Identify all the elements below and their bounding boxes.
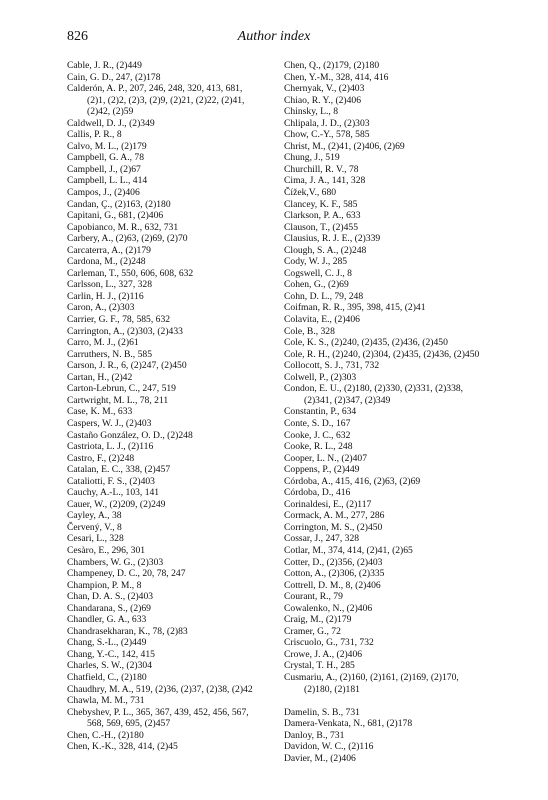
index-entry <box>67 522 307 534</box>
index-entry-line: Damera-Venkata, N., 681, (2)178 <box>284 718 413 730</box>
index-entry <box>284 499 524 511</box>
index-entry-line: Churchill, R. V., 78 <box>284 163 359 175</box>
index-entry-line: Capobianco, M. R., 632, 731 <box>67 221 179 233</box>
index-entry <box>284 199 524 211</box>
index-entry-line: Candan, Ç., (2)163, (2)180 <box>67 198 171 210</box>
index-entry <box>284 349 524 361</box>
index-entry <box>284 522 524 534</box>
index-entry <box>284 660 524 672</box>
index-entry-line: Chow, C.-Y., 578, 585 <box>284 129 370 141</box>
index-entry <box>67 545 307 557</box>
index-entry <box>284 72 524 84</box>
index-entry <box>284 337 524 349</box>
index-entry-line: Cooke, R. L., 248 <box>284 441 353 453</box>
index-entry-line: Chambers, W. G., (2)303 <box>67 556 164 568</box>
index-entry <box>67 141 307 153</box>
index-entry <box>284 129 524 141</box>
index-entry-line: Champeney, D. C., 20, 78, 247 <box>67 568 186 580</box>
index-entry-line: Chang, S.-L., (2)449 <box>67 637 147 649</box>
index-entry-line: Cesàro, E., 296, 301 <box>67 544 146 556</box>
index-entry <box>67 291 307 303</box>
index-entry <box>67 637 307 649</box>
index-entry-line: Caspers, W. J., (2)403 <box>67 417 152 429</box>
index-entry <box>67 741 307 753</box>
index-entry <box>67 707 307 730</box>
index-entry <box>284 164 524 176</box>
index-entry-line: Carbery, A., (2)63, (2)69, (2)70 <box>67 233 188 245</box>
index-entry <box>67 660 307 672</box>
index-entry-line: Chen, K.-K., 328, 414, (2)45 <box>67 741 178 753</box>
index-entry <box>284 175 524 187</box>
index-entry <box>67 499 307 511</box>
index-entry-line: Carlsson, L., 327, 328 <box>67 279 153 291</box>
index-entry-line: Coifman, R. R., 395, 398, 415, (2)41 <box>284 302 426 314</box>
index-entry-line: Cohn, D. L., 79, 248 <box>284 290 364 302</box>
index-entry-line: Carleman, T., 550, 606, 608, 632 <box>67 267 194 279</box>
index-entry-line: Clancey, K. F., 585 <box>284 198 358 210</box>
index-entry <box>284 707 524 719</box>
index-entry-line: Clough, S. A., (2)248 <box>284 244 367 256</box>
index-entry-line: Case, K. M., 633 <box>67 406 133 418</box>
index-entry-line: Carrington, A., (2)303, (2)433 <box>67 325 183 337</box>
index-entry <box>284 418 524 430</box>
index-entry-line: Chaudhry, M. A., 519, (2)36, (2)37, (2)38, (2)42 <box>67 683 253 695</box>
index-entry <box>67 684 307 696</box>
index-entry <box>67 614 307 626</box>
right-index-column <box>284 60 524 764</box>
index-entry <box>284 672 524 695</box>
index-entry <box>284 533 524 545</box>
index-entry-line: Chandler, G. A., 633 <box>67 614 147 626</box>
index-entry-line: Chung, J., 519 <box>284 152 340 164</box>
index-entry-line: Cottrell, D. M., 8, (2)406 <box>284 579 381 591</box>
index-entry-line: Calvo, M. L., (2)179 <box>67 140 147 152</box>
index-entry <box>284 233 524 245</box>
index-entry <box>67 406 307 418</box>
index-entry-line: Cooper, L. N., (2)407 <box>284 452 368 464</box>
index-entry <box>67 603 307 615</box>
index-entry <box>67 580 307 592</box>
index-entry-line: Corrington, M. S., (2)450 <box>284 521 383 533</box>
index-entry <box>284 326 524 338</box>
index-entry-line: Chan, D. A. S., (2)403 <box>67 591 154 603</box>
index-entry-line: Carton-Lebrun, C., 247, 519 <box>67 383 176 395</box>
index-entry <box>284 360 524 372</box>
index-entry-line: Colavita, E., (2)406 <box>284 314 360 326</box>
index-entry-line: Cole, B., 328 <box>284 325 335 337</box>
index-entry-line: Coppens, P., (2)449 <box>284 464 360 476</box>
index-entry-line: Clarkson, P. A., 633 <box>284 210 361 222</box>
index-entry-line: Campbell, J., (2)67 <box>67 163 141 175</box>
index-entry-line: Chen, Y.-M., 328, 414, 416 <box>284 71 389 83</box>
index-entry <box>67 72 307 84</box>
index-entry <box>67 256 307 268</box>
index-entry-line: Cataliotti, F. S., (2)403 <box>67 475 155 487</box>
index-entry-line: Catalan, E. C., 338, (2)457 <box>67 464 171 476</box>
index-entry <box>284 187 524 199</box>
index-entry-line: Chiao, R. Y., (2)406 <box>284 94 362 106</box>
index-entry-line: Cole, K. S., (2)240, (2)435, (2)436, (2)450 <box>284 337 448 349</box>
index-entry <box>284 510 524 522</box>
index-entry-line: Cauchy, A.-L., 103, 141 <box>67 487 160 499</box>
index-entry-line: Callis, P. R., 8 <box>67 129 122 141</box>
index-entry-line: Chatfield, C., (2)180 <box>67 671 147 683</box>
index-entry <box>67 695 307 707</box>
index-entry-line: Córdoba, D., 416 <box>284 487 351 499</box>
index-entry <box>67 487 307 499</box>
index-entry <box>67 533 307 545</box>
index-entry-line: Carlin, H. J., (2)116 <box>67 290 144 302</box>
index-entry <box>284 152 524 164</box>
index-entry-continuation: (2)42, (2)59 <box>87 106 134 118</box>
index-entry <box>284 464 524 476</box>
index-entry <box>284 268 524 280</box>
index-entry-line: Carro, M. J., (2)61 <box>67 337 139 349</box>
index-entry-line: Courant, R., 79 <box>284 591 343 603</box>
index-entry-line: Cowalenko, N., (2)406 <box>284 602 373 614</box>
index-entry <box>284 649 524 661</box>
index-entry-line: Chinsky, L., 8 <box>284 106 339 118</box>
index-entry-continuation: (2)1, (2)2, (2)3, (2)9, (2)21, (2)22, (2)41, <box>87 94 245 106</box>
index-entry-line: Craig, M., (2)179 <box>284 614 352 626</box>
index-entry-line: Chernyak, V., (2)403 <box>284 83 365 95</box>
index-entry-line: Chlipala, J. D., (2)303 <box>284 117 370 129</box>
index-entry-line: Chen, Q., (2)179, (2)180 <box>284 60 380 71</box>
index-entry-continuation: (2)341, (2)347, (2)349 <box>304 394 391 406</box>
index-entry <box>67 349 307 361</box>
index-entry-line: Cardona, M., (2)248 <box>67 256 146 268</box>
index-entry <box>284 83 524 95</box>
index-entry-line: Crystal, T. H., 285 <box>284 660 355 672</box>
index-entry <box>67 60 307 72</box>
index-entry <box>67 129 307 141</box>
index-entry <box>67 175 307 187</box>
index-entry-line: Cole, R. H., (2)240, (2)304, (2)435, (2)436, (2)450 <box>284 348 480 360</box>
index-entry <box>284 487 524 499</box>
index-entry-line: Capitani, G., 681, (2)406 <box>67 210 164 222</box>
index-entry <box>67 430 307 442</box>
index-entry-line: Conte, S. D., 167 <box>284 417 351 429</box>
index-entry <box>67 453 307 465</box>
index-entry <box>284 406 524 418</box>
index-entry <box>284 568 524 580</box>
index-entry-line: Cartan, H., (2)42 <box>67 371 133 383</box>
index-entry-line: Caldwell, D. J., (2)349 <box>67 117 155 129</box>
index-entry <box>67 464 307 476</box>
index-entry-line: Cogswell, C. J., 8 <box>284 267 352 279</box>
index-entry <box>67 302 307 314</box>
index-entry <box>284 314 524 326</box>
index-entry-line: Calderón, A. P., 207, 246, 248, 320, 413, 681, <box>67 83 243 95</box>
index-entry-line: Condon, E. U., (2)180, (2)330, (2)331, (2)338, <box>284 383 464 395</box>
index-entry <box>284 453 524 465</box>
index-entry-line: Crowe, J. A., (2)406 <box>284 648 363 660</box>
index-entry <box>67 118 307 130</box>
index-entry <box>284 210 524 222</box>
index-entry-line: Davidon, W. C., (2)116 <box>284 741 374 753</box>
index-entry <box>67 730 307 742</box>
index-entry-line: Champion, P. M., 8 <box>67 579 142 591</box>
index-entry <box>67 672 307 684</box>
page-header-title: Author index <box>237 29 311 44</box>
index-entry-line: Cable, J. R., (2)449 <box>67 60 142 71</box>
index-entry <box>67 557 307 569</box>
index-entry-line: Campbell, G. A., 78 <box>67 152 145 164</box>
index-entry-line: Cauer, W., (2)209, (2)249 <box>67 498 166 510</box>
index-entry <box>284 591 524 603</box>
index-entry-line: Chebyshev, P. L., 365, 367, 439, 452, 456, 567, <box>67 706 249 718</box>
index-entry-continuation: (2)180, (2)181 <box>304 683 360 695</box>
index-entry-line: Davier, M., (2)406 <box>284 752 356 764</box>
index-entry-line: Cooke, J. C., 632 <box>284 429 351 441</box>
index-entry <box>284 222 524 234</box>
index-entry-line: Castaño González, O. D., (2)248 <box>67 429 193 441</box>
index-entry <box>67 326 307 338</box>
index-entry <box>284 580 524 592</box>
index-entry-line: Collocott, S. J., 731, 732 <box>284 360 380 372</box>
index-entry-line: Carruthers, N. B., 585 <box>67 348 152 360</box>
index-entry <box>67 372 307 384</box>
index-entry <box>284 141 524 153</box>
index-entry <box>284 291 524 303</box>
index-entry <box>67 395 307 407</box>
index-entry-line: Castro, F., (2)248 <box>67 452 135 464</box>
index-entry-line: Cartwright, M. L., 78, 211 <box>67 394 169 406</box>
index-entry <box>284 383 524 406</box>
index-entry <box>284 118 524 130</box>
index-entry <box>67 441 307 453</box>
index-entry-continuation: 568, 569, 695, (2)457 <box>87 718 171 730</box>
index-entry <box>67 510 307 522</box>
index-entry <box>284 741 524 753</box>
index-entry <box>67 568 307 580</box>
index-entry-line: Caron, A., (2)303 <box>67 302 135 314</box>
index-entry-line: Colwell, P., (2)303 <box>284 371 357 383</box>
index-entry-line: Cody, W. J., 285 <box>284 256 348 268</box>
index-entry <box>284 441 524 453</box>
index-entry <box>67 360 307 372</box>
index-entry-line: Chandrasekharan, K., 78, (2)83 <box>67 625 188 637</box>
index-entry <box>284 476 524 488</box>
index-entry <box>284 279 524 291</box>
index-entry-line: Danloy, B., 731 <box>284 729 345 741</box>
index-entry <box>284 60 524 72</box>
index-entry-line: Cotton, A., (2)306, (2)335 <box>284 568 385 580</box>
index-entry-line: Campos, J., (2)406 <box>67 187 140 199</box>
index-entry-line: Cormack, A. M., 277, 286 <box>284 510 385 522</box>
index-entry-line: Cotlar, M., 374, 414, (2)41, (2)65 <box>284 544 413 556</box>
index-entry <box>67 210 307 222</box>
index-entry <box>284 372 524 384</box>
index-entry <box>67 222 307 234</box>
index-entry <box>284 545 524 557</box>
index-entry <box>67 418 307 430</box>
index-entry-line: Carcaterra, A., (2)179 <box>67 244 151 256</box>
index-entry <box>284 245 524 257</box>
index-entry <box>67 649 307 661</box>
index-entry-line: Campbell, L. L., 414 <box>67 175 148 187</box>
index-entry <box>284 718 524 730</box>
index-entry-line: Cayley, A., 38 <box>67 510 122 522</box>
index-entry-line: Cesari, L., 328 <box>67 533 124 545</box>
index-entry-line: Charles, S. W., (2)304 <box>67 660 153 672</box>
index-entry-line: Čížek,V., 680 <box>284 187 337 199</box>
index-entry-line: Cossar, J., 247, 328 <box>284 533 360 545</box>
index-entry <box>67 152 307 164</box>
index-entry <box>67 591 307 603</box>
index-entry <box>67 383 307 395</box>
index-entry <box>284 557 524 569</box>
index-entry-line: Chen, C.-H., (2)180 <box>67 729 144 741</box>
index-entry-line: Chang, Y.-C., 142, 415 <box>67 648 155 660</box>
index-entry-line: Castriota, L. J., (2)116 <box>67 441 154 453</box>
index-entry-line: Carrier, G. F., 78, 585, 632 <box>67 314 171 326</box>
index-entry <box>67 268 307 280</box>
index-entry-line: Clauson, T., (2)455 <box>284 221 358 233</box>
index-entry <box>67 279 307 291</box>
index-entry <box>67 199 307 211</box>
index-entry-line: Carson, J. R., 6, (2)247, (2)450 <box>67 360 187 372</box>
index-entry <box>67 233 307 245</box>
index-entry-line: Cusmariu, A., (2)160, (2)161, (2)169, (2)170, <box>284 671 459 683</box>
index-entry-line: Christ, M., (2)41, (2)406, (2)69 <box>284 140 405 152</box>
index-entry <box>284 256 524 268</box>
index-entry-line: Cima, J. A., 141, 328 <box>284 175 366 187</box>
index-entry-line: Červený, V., 8 <box>67 521 122 533</box>
index-entry <box>284 753 524 765</box>
index-entry-line: Clausius, R. J. E., (2)339 <box>284 233 381 245</box>
index-entry <box>67 245 307 257</box>
index-entry <box>67 337 307 349</box>
index-entry-line: Cotter, D., (2)356, (2)403 <box>284 556 383 568</box>
index-entry <box>67 83 307 118</box>
index-entry <box>284 603 524 615</box>
index-entry <box>284 614 524 626</box>
index-entry <box>284 106 524 118</box>
index-entry-line: Cohen, G., (2)69 <box>284 279 349 291</box>
index-entry-line: Constantin, P., 634 <box>284 406 357 418</box>
page-number: 826 <box>67 29 88 44</box>
index-entry <box>67 626 307 638</box>
index-entry <box>284 730 524 742</box>
index-entry <box>284 430 524 442</box>
index-entry <box>284 302 524 314</box>
index-entry-line: Córdoba, A., 415, 416, (2)63, (2)69 <box>284 475 421 487</box>
index-entry-line: Chawla, M. M., 731 <box>67 695 145 707</box>
index-entry <box>284 95 524 107</box>
index-entry-line: Damelin, S. B., 731 <box>284 706 360 718</box>
index-entry <box>67 187 307 199</box>
left-index-column <box>67 60 307 753</box>
index-entry <box>284 626 524 638</box>
index-entry-line: Cramer, G., 72 <box>284 625 341 637</box>
index-entry-line: Criscuolo, G., 731, 732 <box>284 637 374 649</box>
index-entry <box>67 476 307 488</box>
index-entry <box>67 164 307 176</box>
index-entry <box>284 637 524 649</box>
index-entry-line: Cain, G. D., 247, (2)178 <box>67 71 161 83</box>
index-entry-line: Corinaldesi, E., (2)117 <box>284 498 372 510</box>
index-entry-line: Chandarana, S., (2)69 <box>67 602 151 614</box>
index-entry <box>67 314 307 326</box>
